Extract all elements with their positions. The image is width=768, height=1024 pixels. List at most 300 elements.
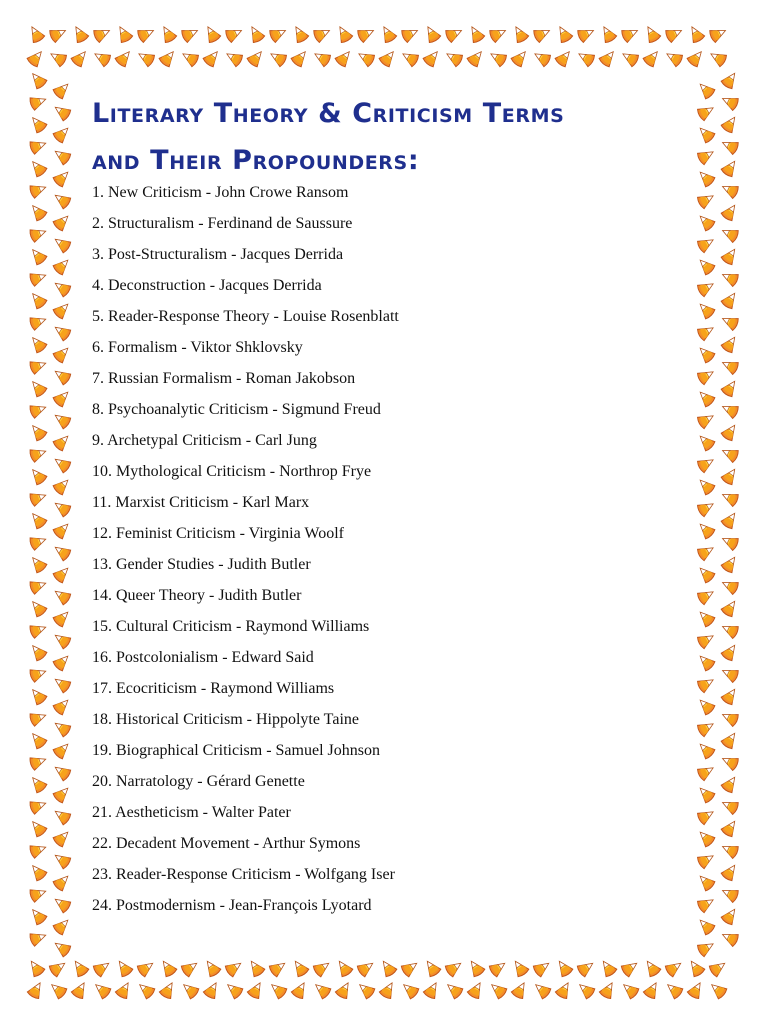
candy-corn-icon <box>136 980 156 1000</box>
candy-corn-icon <box>642 958 662 978</box>
candy-corn-icon <box>510 48 530 68</box>
candy-corn-icon <box>488 980 508 1000</box>
candy-corn-icon <box>180 980 200 1000</box>
candy-corn-icon <box>422 48 442 68</box>
candy-corn-icon <box>720 554 740 574</box>
candy-corn-icon <box>92 958 112 978</box>
candy-corn-icon <box>29 929 48 947</box>
candy-corn-icon <box>52 322 72 342</box>
candy-corn-icon <box>290 958 310 978</box>
candy-corn-icon <box>400 980 420 1000</box>
candy-corn-icon <box>29 313 48 331</box>
candy-corn-icon <box>444 958 464 978</box>
title-line-1: Literary Theory & Criticism Terms <box>92 98 565 129</box>
candy-corn-icon <box>720 533 740 551</box>
candy-corn-icon <box>246 24 265 44</box>
candy-corn-icon <box>720 378 740 398</box>
candy-corn-icon <box>28 70 48 90</box>
candy-corn-icon <box>27 980 46 1000</box>
candy-corn-icon <box>576 958 596 978</box>
candy-corn-icon <box>720 621 740 639</box>
candy-corn-icon <box>52 916 72 936</box>
candy-corn-icon <box>52 674 72 694</box>
candy-corn-icon <box>620 980 640 1000</box>
candy-corn-icon <box>400 958 420 978</box>
list-item: 3. Post-Structuralism - Jacques Derrida <box>92 246 344 263</box>
candy-corn-icon <box>708 980 728 1000</box>
candy-corn-icon <box>620 48 640 67</box>
candy-corn-icon <box>180 958 200 978</box>
candy-corn-icon <box>696 124 716 144</box>
list-item: 15. Cultural Criticism - Raymond Williams <box>92 618 370 635</box>
candy-corn-icon <box>48 25 68 43</box>
candy-corn-icon <box>696 168 716 188</box>
candy-corn-icon <box>598 958 618 978</box>
candy-corn-icon <box>356 25 376 43</box>
candy-corn-icon <box>696 410 716 429</box>
candy-corn-icon <box>268 48 288 67</box>
candy-corn-icon <box>70 24 89 44</box>
list-item: 6. Formalism - Viktor Shklovsky <box>92 339 303 356</box>
candy-corn-icon <box>708 25 728 43</box>
candy-corn-icon <box>696 916 716 936</box>
candy-corn-icon <box>52 784 72 804</box>
candy-corn-icon <box>696 498 716 517</box>
candy-corn-icon <box>696 696 716 716</box>
candy-corn-icon <box>686 958 706 978</box>
candy-corn-icon <box>720 906 740 926</box>
candy-corn-icon <box>686 48 706 68</box>
candy-corn-icon <box>71 980 90 1000</box>
candy-corn-icon <box>312 958 332 978</box>
candy-corn-icon <box>28 334 48 354</box>
candy-corn-icon <box>576 48 596 67</box>
candy-corn-icon <box>696 828 716 848</box>
candy-corn-icon <box>29 753 48 771</box>
candy-corn-icon <box>26 48 46 68</box>
candy-corn-icon <box>422 24 441 44</box>
candy-corn-icon <box>696 344 716 364</box>
candy-corn-icon <box>696 674 716 693</box>
candy-corn-icon <box>720 885 740 903</box>
candy-corn-icon <box>720 510 740 530</box>
candy-corn-icon <box>158 24 177 44</box>
candy-corn-icon <box>28 510 48 530</box>
candy-corn-icon <box>268 958 288 978</box>
candy-corn-icon <box>268 980 288 1000</box>
candy-corn-icon <box>696 432 716 452</box>
candy-corn-icon <box>720 709 740 727</box>
candy-corn-icon <box>696 80 716 100</box>
candy-corn-icon <box>52 410 72 430</box>
candy-corn-icon <box>136 25 156 43</box>
candy-corn-icon <box>29 401 48 419</box>
candy-corn-icon <box>28 114 48 134</box>
candy-corn-icon <box>28 290 48 310</box>
candy-corn-icon <box>532 958 552 978</box>
candy-corn-icon <box>378 48 398 68</box>
candy-corn-icon <box>696 102 716 121</box>
candy-corn-icon <box>224 980 244 1000</box>
candy-corn-icon <box>29 533 48 551</box>
candy-corn-icon <box>696 322 716 341</box>
document-body <box>92 90 692 928</box>
candy-corn-icon <box>599 980 618 1000</box>
candy-corn-icon <box>620 25 640 43</box>
candy-corn-icon <box>202 24 221 44</box>
candy-corn-icon <box>720 929 740 947</box>
candy-corn-icon <box>720 137 740 155</box>
candy-corn-icon <box>52 366 72 386</box>
candy-corn-icon <box>52 300 72 320</box>
candy-corn-icon <box>708 958 728 978</box>
candy-corn-icon <box>720 334 740 354</box>
list-item: 7. Russian Formalism - Roman Jakobson <box>92 370 356 387</box>
candy-corn-icon <box>52 234 72 254</box>
candy-corn-icon <box>52 696 72 716</box>
candy-corn-icon <box>696 300 716 320</box>
candy-corn-icon <box>696 454 716 473</box>
list-item: 8. Psychoanalytic Criticism - Sigmund Freud <box>92 401 381 418</box>
candy-corn-icon <box>48 980 68 1000</box>
candy-corn-icon <box>52 608 72 628</box>
candy-corn-icon <box>554 958 574 978</box>
candy-corn-icon <box>696 388 716 408</box>
candy-corn-icon <box>202 48 222 68</box>
candy-corn-icon <box>180 25 200 43</box>
candy-corn-icon <box>29 269 48 287</box>
candy-corn-icon <box>291 980 310 1000</box>
candy-corn-icon <box>378 24 397 44</box>
candy-corn-icon <box>312 980 332 1000</box>
candy-corn-icon <box>554 48 574 68</box>
candy-corn-icon <box>532 25 552 43</box>
list-item: 2. Structuralism - Ferdinand de Saussure <box>92 215 353 232</box>
candy-corn-icon <box>29 489 48 507</box>
candy-corn-icon <box>52 498 72 518</box>
candy-corn-icon <box>696 212 716 232</box>
candy-corn-icon <box>642 24 661 44</box>
candy-corn-icon <box>696 630 716 649</box>
candy-corn-icon <box>720 181 740 199</box>
candy-corn-icon <box>720 598 740 618</box>
candy-corn-icon <box>720 686 740 706</box>
candy-corn-icon <box>696 146 716 165</box>
candy-corn-icon <box>467 980 486 1000</box>
candy-corn-icon <box>52 894 72 914</box>
candy-corn-icon <box>696 784 716 804</box>
candy-corn-icon <box>720 269 740 287</box>
candy-corn-icon <box>696 652 716 672</box>
candy-corn-icon <box>555 980 574 1000</box>
candy-corn-icon <box>136 48 156 67</box>
candy-corn-icon <box>26 24 45 44</box>
candy-corn-icon <box>52 586 72 606</box>
candy-corn-icon <box>224 48 244 67</box>
candy-corn-icon <box>52 432 72 452</box>
candy-corn-icon <box>28 686 48 706</box>
candy-corn-icon <box>720 577 740 595</box>
candy-corn-icon <box>720 246 740 266</box>
candy-corn-icon <box>720 774 740 794</box>
candy-corn-icon <box>136 958 156 978</box>
candy-corn-icon <box>52 278 72 298</box>
candy-corn-icon <box>696 762 716 781</box>
candy-corn-icon <box>114 48 134 68</box>
terms-list <box>92 184 692 928</box>
candy-corn-icon <box>720 357 740 375</box>
candy-corn-icon <box>696 476 716 496</box>
candy-corn-icon <box>720 665 740 683</box>
list-item: 1. New Criticism - John Crowe Ransom <box>92 184 349 201</box>
candy-corn-icon <box>598 48 618 68</box>
candy-corn-icon <box>720 466 740 486</box>
candy-corn-icon <box>720 202 740 222</box>
candy-corn-icon <box>52 388 72 408</box>
candy-corn-icon <box>26 958 46 978</box>
candy-corn-icon <box>720 114 740 134</box>
candy-corn-icon <box>28 554 48 574</box>
candy-corn-icon <box>29 93 48 111</box>
candy-corn-icon <box>247 980 266 1000</box>
list-item: 18. Historical Criticism - Hippolyte Taine <box>92 711 359 728</box>
candy-corn-icon <box>696 586 716 605</box>
candy-corn-icon <box>52 520 72 540</box>
list-item: 17. Ecocriticism - Raymond Williams <box>92 680 335 697</box>
candy-corn-icon <box>52 256 72 276</box>
candy-corn-icon <box>720 642 740 662</box>
candy-corn-icon <box>696 608 716 628</box>
title-line-2: and Their Propounders: <box>92 145 420 176</box>
candy-corn-icon <box>696 542 716 561</box>
list-item: 22. Decadent Movement - Arthur Symons <box>92 835 361 852</box>
candy-corn-icon <box>70 958 90 978</box>
candy-corn-icon <box>28 466 48 486</box>
candy-corn-icon <box>444 48 464 67</box>
candy-corn-icon <box>52 344 72 364</box>
candy-corn-icon <box>576 980 596 1000</box>
candy-corn-icon <box>720 422 740 442</box>
candy-corn-icon <box>28 906 48 926</box>
candy-corn-icon <box>400 25 420 43</box>
list-item: 4. Deconstruction - Jacques Derrida <box>92 277 322 294</box>
candy-corn-icon <box>28 202 48 222</box>
candy-corn-icon <box>52 630 72 650</box>
candy-corn-icon <box>52 938 72 958</box>
candy-corn-icon <box>356 48 376 67</box>
candy-corn-icon <box>488 25 508 43</box>
candy-corn-icon <box>312 25 332 43</box>
candy-corn-icon <box>664 25 684 43</box>
candy-corn-icon <box>466 24 485 44</box>
candy-corn-icon <box>334 24 353 44</box>
candy-corn-icon <box>576 25 596 43</box>
candy-corn-icon <box>158 958 178 978</box>
list-item: 19. Biographical Criticism - Samuel Johnson <box>92 742 380 759</box>
candy-corn-icon <box>696 872 716 892</box>
candy-corn-icon <box>720 841 740 859</box>
candy-corn-icon <box>203 980 222 1000</box>
candy-corn-icon <box>696 366 716 385</box>
candy-corn-icon <box>312 48 332 67</box>
candy-corn-icon <box>52 872 72 892</box>
candy-corn-icon <box>52 146 72 166</box>
candy-corn-icon <box>52 168 72 188</box>
candy-corn-icon <box>510 24 529 44</box>
candy-corn-icon <box>554 24 573 44</box>
candy-corn-icon <box>52 190 72 210</box>
candy-corn-icon <box>52 762 72 782</box>
candy-corn-icon <box>696 520 716 540</box>
candy-corn-icon <box>52 542 72 562</box>
candy-corn-icon <box>52 652 72 672</box>
candy-corn-icon <box>28 642 48 662</box>
list-item: 16. Postcolonialism - Edward Said <box>92 649 314 666</box>
candy-corn-icon <box>466 48 486 68</box>
candy-corn-icon <box>202 958 222 978</box>
candy-corn-icon <box>92 980 112 1000</box>
candy-corn-icon <box>29 841 48 859</box>
list-item: 14. Queer Theory - Judith Butler <box>92 587 302 604</box>
candy-corn-icon <box>488 48 508 67</box>
candy-corn-icon <box>52 212 72 232</box>
list-item: 11. Marxist Criticism - Karl Marx <box>92 494 310 511</box>
candy-corn-icon <box>720 225 740 243</box>
candy-corn-icon <box>696 740 716 760</box>
candy-corn-icon <box>720 753 740 771</box>
candy-corn-icon <box>686 24 705 44</box>
candy-corn-icon <box>29 885 48 903</box>
list-item: 10. Mythological Criticism - Northrop Frye <box>92 463 372 480</box>
page-title <box>92 90 692 184</box>
candy-corn-icon <box>52 454 72 474</box>
candy-corn-icon <box>720 862 740 882</box>
candy-corn-icon <box>114 958 134 978</box>
candy-corn-icon <box>532 980 552 1000</box>
candy-corn-icon <box>92 48 112 67</box>
candy-corn-icon <box>92 25 112 43</box>
candy-corn-icon <box>696 278 716 297</box>
candy-corn-icon <box>720 797 740 815</box>
candy-corn-icon <box>720 313 740 331</box>
candy-corn-icon <box>356 980 376 1000</box>
candy-corn-icon <box>466 958 486 978</box>
candy-corn-icon <box>620 958 640 978</box>
candy-corn-icon <box>643 980 662 1000</box>
candy-corn-icon <box>70 48 90 68</box>
candy-corn-icon <box>268 25 288 43</box>
candy-corn-icon <box>720 489 740 507</box>
list-item: 20. Narratology - Gérard Genette <box>92 773 305 790</box>
candy-corn-icon <box>696 938 716 957</box>
candy-corn-icon <box>48 48 68 67</box>
candy-corn-icon <box>696 564 716 584</box>
candy-corn-icon <box>696 718 716 737</box>
candy-corn-icon <box>696 894 716 913</box>
candy-corn-icon <box>29 621 48 639</box>
candy-corn-icon <box>28 246 48 266</box>
candy-corn-icon <box>696 806 716 825</box>
candy-corn-icon <box>444 25 464 43</box>
candy-corn-icon <box>29 137 48 155</box>
list-item: 9. Archetypal Criticism - Carl Jung <box>92 432 317 449</box>
candy-corn-icon <box>224 958 244 978</box>
candy-corn-icon <box>598 24 617 44</box>
candy-corn-icon <box>52 828 72 848</box>
candy-corn-icon <box>720 818 740 838</box>
candy-corn-icon <box>29 225 48 243</box>
candy-corn-icon <box>29 181 48 199</box>
list-item: 13. Gender Studies - Judith Butler <box>92 556 311 573</box>
candy-corn-icon <box>356 958 376 978</box>
list-item: 21. Aestheticism - Walter Pater <box>92 804 291 821</box>
candy-corn-icon <box>696 256 716 276</box>
candy-corn-icon <box>29 445 48 463</box>
candy-corn-icon <box>52 850 72 870</box>
candy-corn-icon <box>687 980 706 1000</box>
candy-corn-icon <box>159 980 178 1000</box>
candy-corn-icon <box>52 124 72 144</box>
candy-corn-icon <box>720 70 740 90</box>
candy-corn-icon <box>423 980 442 1000</box>
candy-corn-icon <box>52 476 72 496</box>
candy-corn-icon <box>696 850 716 869</box>
candy-corn-icon <box>246 48 266 68</box>
candy-corn-icon <box>664 958 684 978</box>
candy-corn-icon <box>115 980 134 1000</box>
candy-corn-icon <box>720 401 740 419</box>
candy-corn-icon <box>720 730 740 750</box>
candy-corn-icon <box>335 980 354 1000</box>
candy-corn-icon <box>246 958 266 978</box>
candy-corn-icon <box>720 445 740 463</box>
candy-corn-icon <box>52 806 72 826</box>
candy-corn-icon <box>720 290 740 310</box>
candy-corn-icon <box>422 958 442 978</box>
candy-corn-icon <box>29 357 48 375</box>
candy-corn-icon <box>180 48 200 67</box>
candy-corn-icon <box>48 958 68 978</box>
candy-corn-icon <box>290 24 309 44</box>
candy-corn-icon <box>378 958 398 978</box>
candy-corn-icon <box>52 564 72 584</box>
candy-corn-icon <box>52 80 72 100</box>
candy-corn-icon <box>28 730 48 750</box>
candy-corn-icon <box>696 234 716 253</box>
candy-corn-icon <box>114 24 133 44</box>
candy-corn-icon <box>52 718 72 738</box>
candy-corn-icon <box>29 709 48 727</box>
candy-corn-icon <box>334 958 354 978</box>
list-item: 24. Postmodernism - Jean-François Lyotard <box>92 897 372 914</box>
candy-corn-icon <box>334 48 354 68</box>
candy-corn-icon <box>28 818 48 838</box>
candy-corn-icon <box>290 48 310 68</box>
candy-corn-icon <box>664 48 684 67</box>
candy-corn-icon <box>708 48 728 67</box>
list-item: 5. Reader-Response Theory - Louise Rosenblatt <box>92 308 399 325</box>
candy-corn-icon <box>664 980 684 1000</box>
candy-corn-icon <box>28 774 48 794</box>
candy-corn-icon <box>29 577 48 595</box>
candy-corn-icon <box>158 48 178 68</box>
candy-corn-icon <box>224 25 244 43</box>
candy-corn-icon <box>532 48 552 67</box>
candy-corn-icon <box>511 980 530 1000</box>
candy-corn-icon <box>720 158 740 178</box>
candy-corn-icon <box>28 378 48 398</box>
list-item: 12. Feminist Criticism - Virginia Woolf <box>92 525 344 542</box>
